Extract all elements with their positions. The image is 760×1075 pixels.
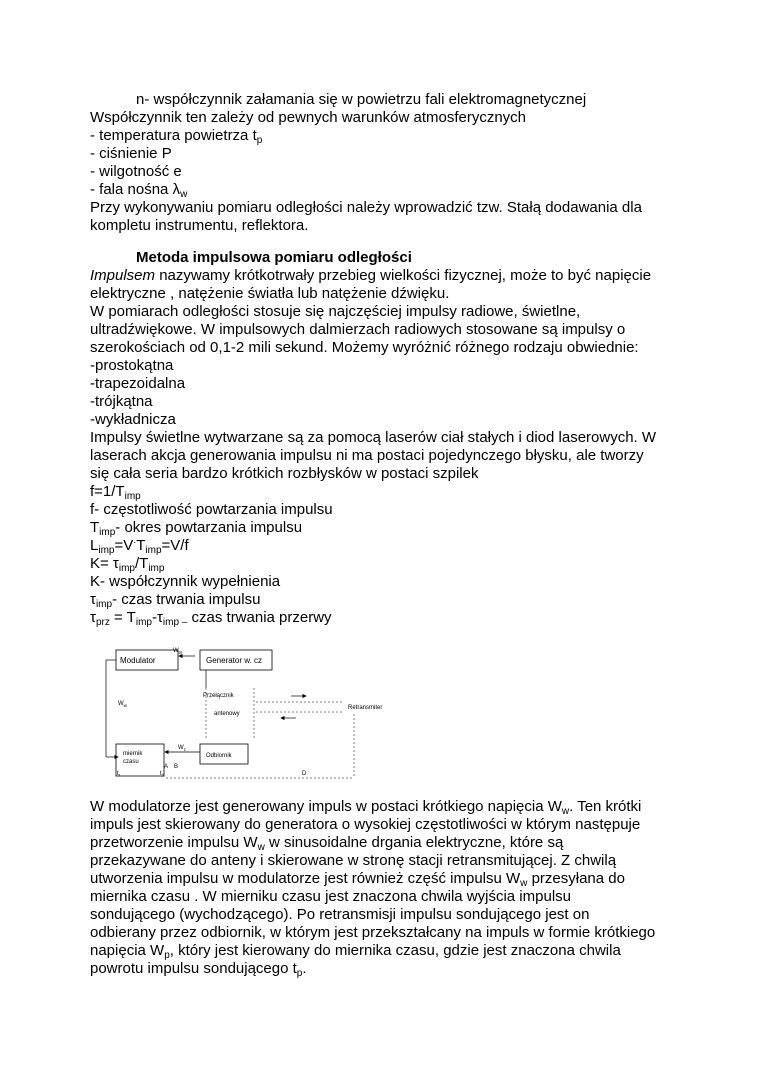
label-tr: $t_r$ (117, 771, 121, 778)
label-b: B (174, 764, 179, 770)
section-heading: Metoda impulsowa pomiaru odległości (136, 249, 412, 266)
formula-line: $K= \tau_{imp}/T_{imp}$ (90, 555, 165, 574)
text-line: Przy wykonywaniu pomiaru odległości należy wprowadzić tzw. Stałą dodawania dla (90, 199, 642, 216)
text-line: miernika czasu . W mierniku czasu jest znaczona chwila wyjścia impulsu (90, 888, 571, 905)
text-line: odbierany przez odbiornik, w którym jest przekształcany na impuls w formie krótkiego (90, 924, 656, 941)
text-line: Impulsy świetlne wytwarzane są za pomocą laserów ciał stałych i diod laserowych. W (90, 429, 657, 446)
list-item: - wilgotność e (90, 163, 182, 180)
list-item: -trapezoidalna (90, 375, 186, 392)
text-line: napięcia $W_p$, który jest kierowany do miernika czasu, gdzie jest znaczona chwila (90, 942, 621, 961)
text-line: się cała seria bardzo krótkich rozbłysków w postaci szpilek (90, 465, 479, 482)
ww-label: $W_w$ (118, 701, 127, 708)
label-t1: $t_1$ (160, 771, 165, 778)
list-item: - fala nośna $\lambda_w$ (90, 181, 188, 200)
receiver-label: Odbiornik (206, 753, 232, 759)
list-item: -trójkątna (90, 393, 153, 410)
formula-line: $\tau_{imp}-$ czas trwania impulsu (90, 591, 261, 610)
label-a: A (164, 764, 169, 770)
formula-line: $L_{imp}=V^\cdot T_{imp}=V/f$ (90, 537, 189, 556)
text-line: kompletu instrumentu, reflektora. (90, 217, 309, 234)
text-line: impuls jest skierowany do generatora o wysokiej częstotliwości w którym następuje (90, 816, 641, 833)
text-line: Współczynnik ten zależy od pewnych warunków atmosferycznych (90, 109, 527, 126)
text-line: W pomiarach odległości stosuje się najczęściej impulsy radiowe, świetlne, (90, 303, 581, 320)
text-line: Impulsem nazywamy krótkotrwały przebieg wielkości fizycznej, może to być napięcie (90, 267, 652, 284)
text-line: powrotu impulsu sondującego $t_p$. (90, 960, 307, 979)
formula-line: f- częstotliwość powtarzania impulsu (90, 501, 333, 518)
wm-label: $W_m$ (173, 648, 183, 655)
block-diagram (96, 638, 426, 786)
switch-label-2: antenowy (214, 711, 240, 717)
switch-label: Przełącznik (203, 693, 234, 699)
distance-label: D (302, 771, 307, 777)
text-line: ultradźwiękowe. W impulsowych dalmierzach radiowych stosowane są impulsy o (90, 321, 626, 338)
timer-label: miernik (123, 751, 143, 757)
list-item: -prostokątna (90, 357, 174, 374)
formula-line: $\tau_{prz} = T_{imp}-\tau_{imp -}$ czas trwania przerwy (90, 609, 332, 628)
generator-label: Generator w. cz (206, 656, 263, 665)
modulator-label: Modulator (120, 656, 156, 665)
formula-line: K- współczynnik wypełnienia (90, 573, 281, 590)
text-line: szerokościach od 0,1-2 mili sekund. Możemy wyróżnić różnego rodzaju obwiednie: (90, 339, 639, 356)
formula-line: $f=1/T_{imp}$ (90, 483, 141, 502)
retransmiter-label: Retransmiter (348, 705, 383, 711)
text-line: przetworzenie impulsu $W_w$ w sinusoidalne drgania elektryczne, które są (90, 834, 564, 853)
wz-label: $W_z$ (178, 745, 186, 752)
list-item: -wykładnicza (90, 411, 176, 428)
text-line: n- współczynnik załamania się w powietrzu fali elektromagnetycznej (136, 91, 587, 108)
text-line: utworzenia impulsu w modulatorze jest również część impulsu $W_w$ przesyłana do (90, 870, 625, 889)
text-line: sondującego (wychodzącego). Po retransmisji impulsu sondującego jest on (90, 906, 590, 923)
text-line: W modulatorze jest generowany impuls w postaci krótkiego napięcia $W_w$. Ten krótki (90, 798, 642, 817)
text-line: przekazywane do anteny i skierowane w stronę stacji retransmitującej. Z chwilą (90, 852, 617, 869)
text-line: laserach akcja generowania impulsu ni ma postaci pojedynczego błysku, ale tworzy (90, 447, 644, 464)
list-item: - temperatura powietrza $t_p$ (90, 127, 263, 146)
list-item: - ciśnienie P (90, 145, 172, 162)
text-line: elektryczne , natężenie światła lub natężenie dźwięku. (90, 285, 450, 302)
formula-line: $T_{imp}-$ okres powtarzania impulsu (90, 519, 303, 538)
timer-label-2: czasu (123, 759, 139, 765)
